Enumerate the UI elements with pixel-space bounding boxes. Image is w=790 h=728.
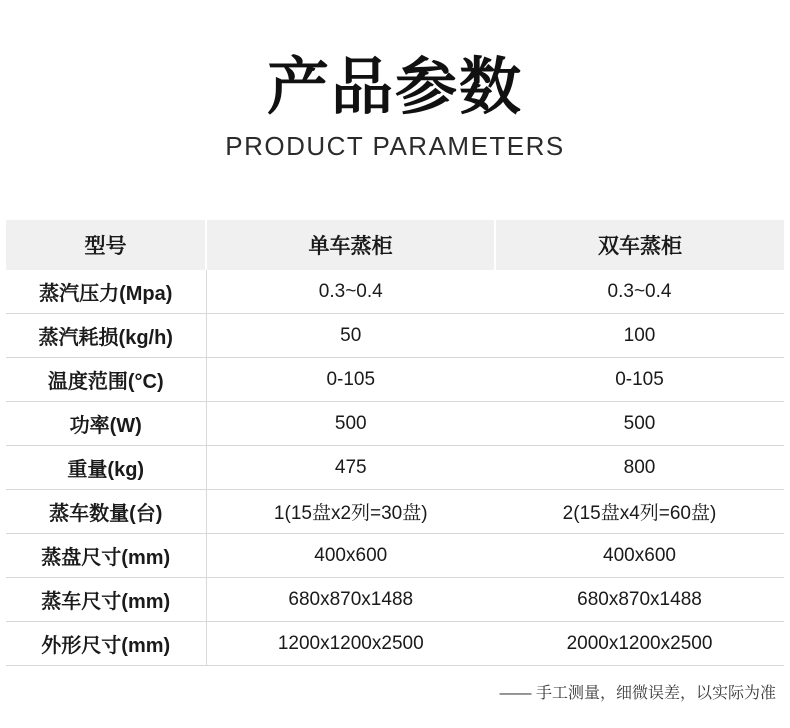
table-row xyxy=(6,446,784,490)
row-value-double: 500 xyxy=(623,412,656,434)
table-row xyxy=(6,402,784,446)
column-header-single: 单车蒸柜 xyxy=(206,220,495,270)
column-header-model: 型号 xyxy=(6,220,206,270)
page-subtitle: PRODUCT PARAMETERS xyxy=(225,131,565,162)
row-value-double: 800 xyxy=(623,456,656,478)
row-label: 蒸汽压力(Mpa) xyxy=(6,270,206,314)
row-value-single: 500 xyxy=(334,412,367,434)
page-title: 产品参数 xyxy=(266,53,523,122)
row-value-double: 2(15盘x4列=60盘) xyxy=(562,503,717,525)
row-label: 温度范围(°C) xyxy=(6,358,206,402)
table-row xyxy=(6,578,784,622)
row-value-single: 475 xyxy=(334,456,367,478)
spec-table-container xyxy=(0,220,790,666)
spec-table xyxy=(6,220,784,666)
row-label: 蒸盘尺寸(mm) xyxy=(6,534,206,578)
row-label: 外形尺寸(mm) xyxy=(6,622,206,666)
table-row xyxy=(6,622,784,666)
row-label: 重量(kg) xyxy=(6,446,206,490)
table-row xyxy=(6,270,784,314)
table-header-row xyxy=(6,220,784,270)
row-label: 蒸汽耗损(kg/h) xyxy=(6,314,206,358)
table-row xyxy=(6,490,784,534)
row-value-single: 400x600 xyxy=(314,544,388,566)
row-value-single: 50 xyxy=(340,324,362,346)
row-label: 蒸车尺寸(mm) xyxy=(6,578,206,622)
table-header xyxy=(6,220,784,270)
table-row xyxy=(6,534,784,578)
row-value-single: 0-105 xyxy=(326,368,376,390)
row-value-double: 0-105 xyxy=(615,368,664,390)
row-value-double: 0.3~0.4 xyxy=(607,280,672,302)
table-row xyxy=(6,314,784,358)
row-value-single: 680x870x1488 xyxy=(288,588,414,610)
column-header-double: 双车蒸柜 xyxy=(495,220,784,270)
page-header xyxy=(0,0,790,162)
row-value-double: 400x600 xyxy=(603,544,676,566)
row-value-single: 0.3~0.4 xyxy=(318,280,383,302)
row-label: 功率(W) xyxy=(6,402,206,446)
row-label: 蒸车数量(台) xyxy=(6,490,206,534)
table-row xyxy=(6,358,784,402)
row-value-single: 1200x1200x2500 xyxy=(277,632,424,654)
row-value-double: 100 xyxy=(623,324,656,346)
row-value-double: 680x870x1488 xyxy=(577,588,702,610)
row-value-double: 2000x1200x2500 xyxy=(566,632,713,654)
table-body xyxy=(6,270,784,666)
row-value-single: 1(15盘x2列=30盘) xyxy=(273,503,428,525)
measurement-footnote: —— 手工测量，细微误差，以实际为准 xyxy=(499,685,776,703)
